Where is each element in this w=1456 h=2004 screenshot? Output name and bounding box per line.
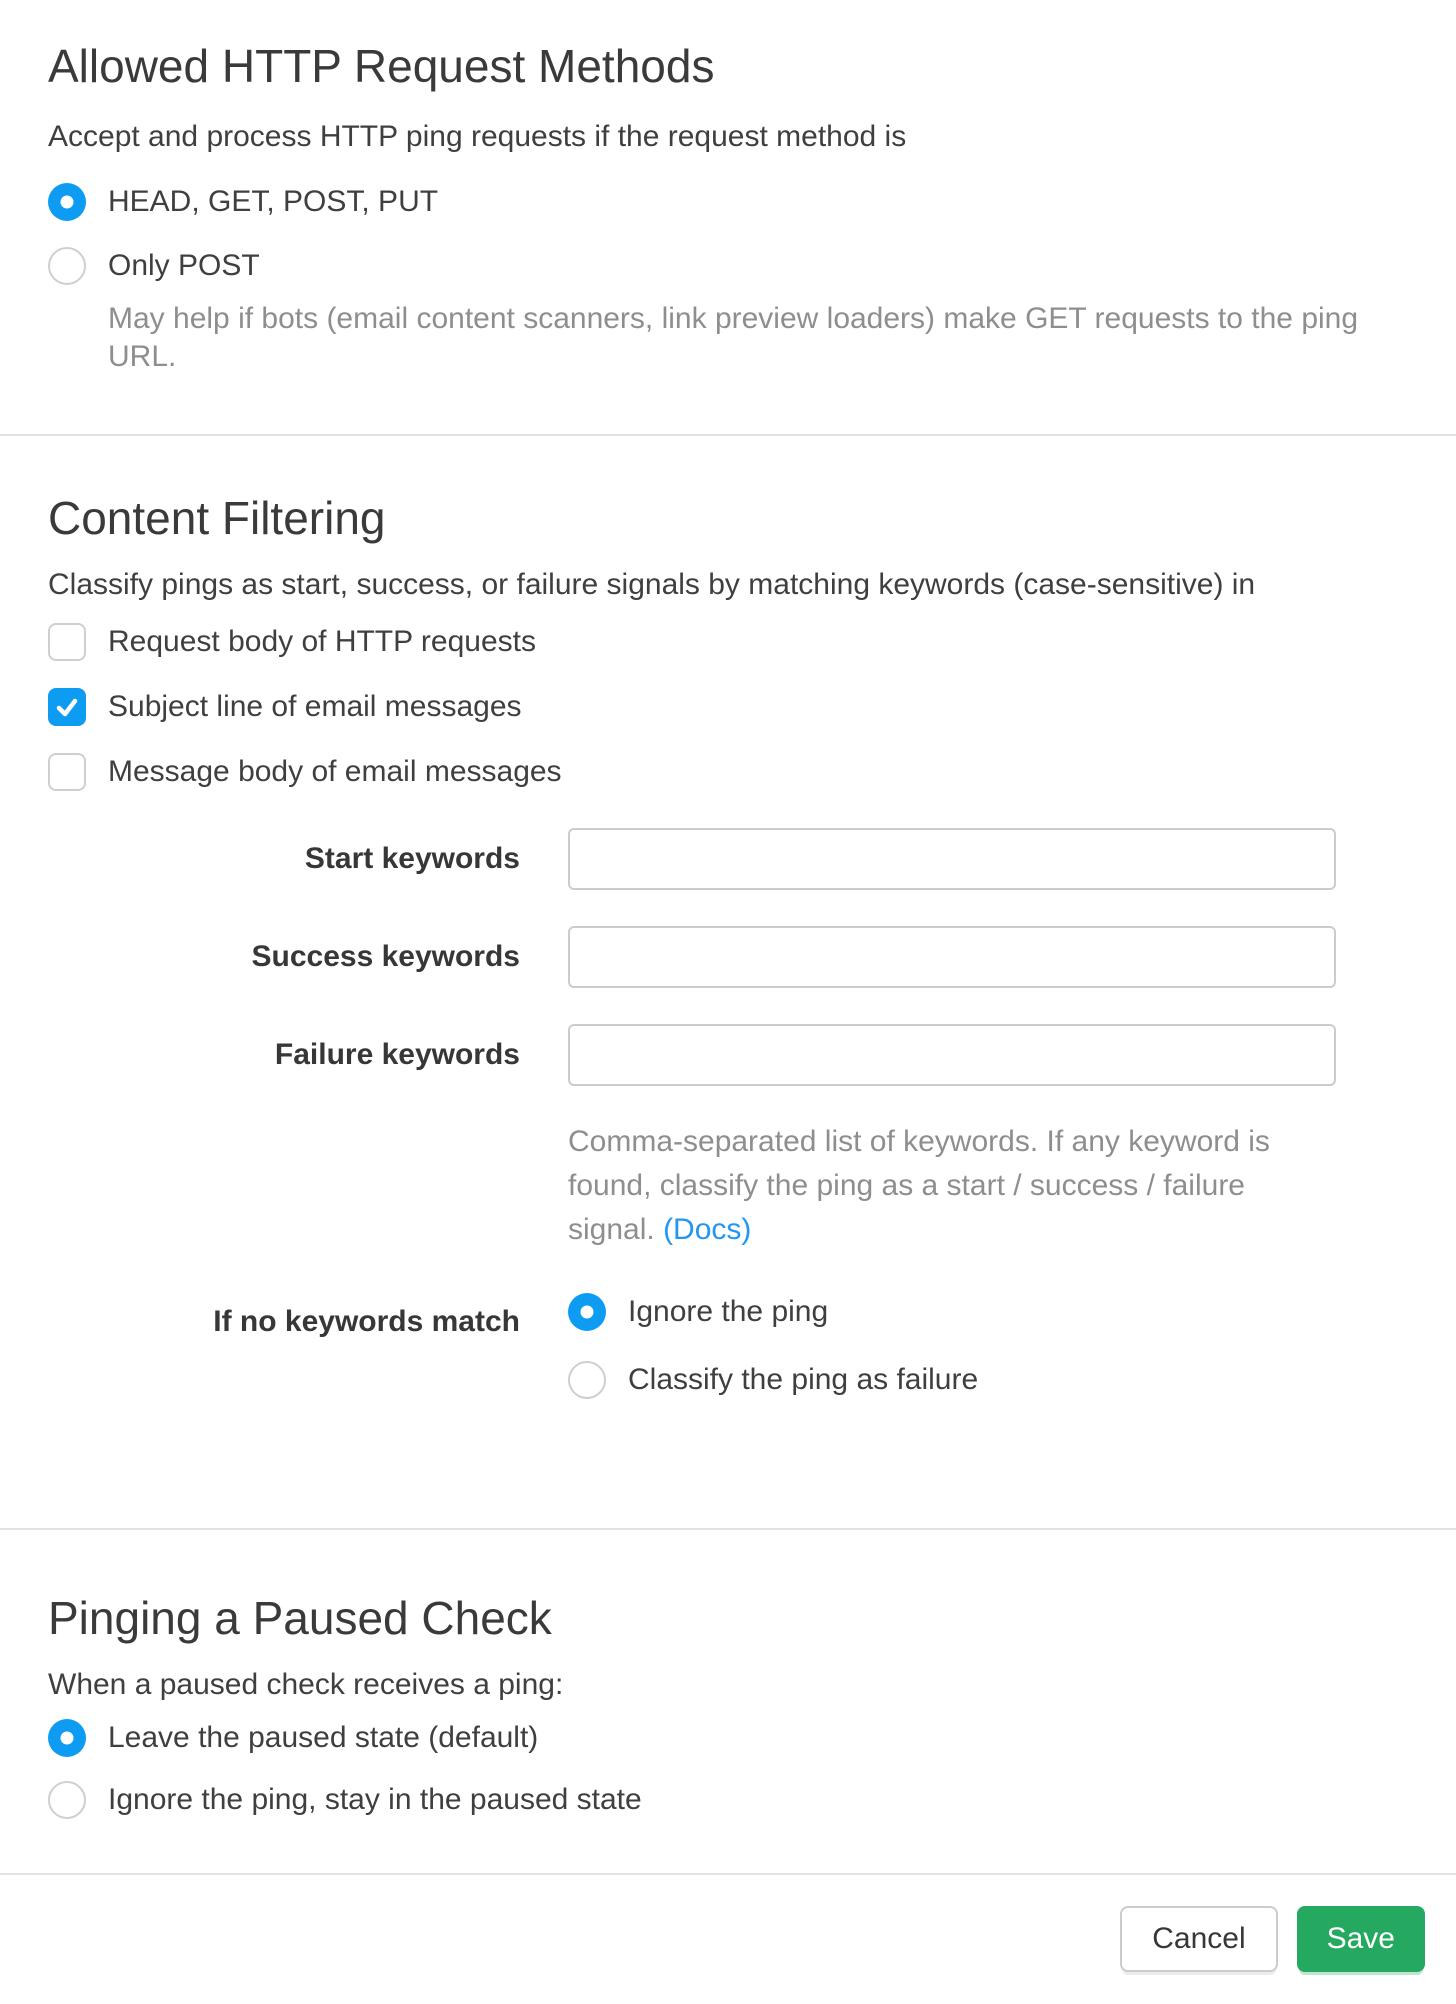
section-title-paused: Pinging a Paused Check xyxy=(48,1592,552,1644)
radio-label[interactable]: Classify the ping as failure xyxy=(628,1363,979,1396)
radio-label[interactable]: HEAD, GET, POST, PUT xyxy=(108,185,439,218)
failure-keywords-input[interactable] xyxy=(568,1024,1336,1086)
checkbox-option-request-body[interactable] xyxy=(48,622,1408,662)
success-keywords-label: Success keywords xyxy=(251,940,520,973)
check-icon xyxy=(55,695,79,719)
start-keywords-input[interactable] xyxy=(568,828,1336,890)
form-row-failure-keywords xyxy=(48,1024,1408,1086)
radio-option-classify-failure[interactable] xyxy=(568,1360,1336,1400)
only-post-help-text: May help if bots (email content scanners, link preview loaders) make GET requests to the ping URL. xyxy=(108,302,1359,373)
filtering-description: Classify pings as start, success, or failure signals by matching keywords (case-sensitive) in xyxy=(48,568,1256,601)
paused-description: When a paused check receives a ping: xyxy=(48,1668,564,1701)
radio-icon[interactable] xyxy=(48,247,86,285)
checkbox-label[interactable]: Subject line of email messages xyxy=(108,690,522,723)
radio-option-only-post[interactable] xyxy=(48,246,1408,286)
radio-option-ignore-stay-paused[interactable] xyxy=(48,1780,1408,1820)
no-keywords-match-row xyxy=(48,1292,1408,1400)
radio-option-head-get-post-put[interactable] xyxy=(48,182,1408,222)
start-keywords-label: Start keywords xyxy=(304,842,520,875)
radio-icon[interactable] xyxy=(48,1719,86,1757)
radio-label[interactable]: Ignore the ping xyxy=(628,1295,829,1328)
footer-action-bar xyxy=(0,1875,1456,2004)
radio-icon[interactable] xyxy=(568,1293,606,1331)
checkbox-label[interactable]: Message body of email messages xyxy=(108,755,562,788)
radio-icon[interactable] xyxy=(48,183,86,221)
keywords-help-row xyxy=(48,1120,1408,1252)
keywords-help-text xyxy=(568,1120,1336,1252)
section-title-methods: Allowed HTTP Request Methods xyxy=(48,40,715,92)
radio-label[interactable]: Leave the paused state (default) xyxy=(108,1721,539,1754)
checkbox-label[interactable]: Request body of HTTP requests xyxy=(108,625,536,658)
no-keywords-match-options xyxy=(568,1292,1336,1400)
checkbox-option-message-body[interactable] xyxy=(48,752,1408,792)
keywords-help-text-body: Comma-separated list of keywords. If any keyword is found, classify the ping as a start / success / failure signal. xyxy=(568,1125,1270,1246)
radio-option-ignore-ping[interactable] xyxy=(568,1292,1336,1332)
docs-link[interactable]: (Docs) xyxy=(663,1213,752,1246)
save-button[interactable]: Save xyxy=(1297,1906,1425,1972)
section-content-filtering xyxy=(0,436,1456,1528)
form-row-success-keywords xyxy=(48,926,1408,988)
no-keywords-match-label: If no keywords match xyxy=(213,1305,520,1338)
form-row-start-keywords xyxy=(48,828,1408,890)
keywords-form xyxy=(48,828,1408,1400)
radio-icon[interactable] xyxy=(48,1781,86,1819)
radio-icon[interactable] xyxy=(568,1361,606,1399)
cancel-button[interactable]: Cancel xyxy=(1120,1906,1277,1972)
checkbox-icon[interactable] xyxy=(48,753,86,791)
checkbox-icon[interactable] xyxy=(48,623,86,661)
section-title-filtering: Content Filtering xyxy=(48,492,386,544)
section-pinging-paused-check xyxy=(0,1530,1456,1873)
radio-label[interactable]: Only POST xyxy=(108,249,260,282)
radio-label[interactable]: Ignore the ping, stay in the paused state xyxy=(108,1783,642,1816)
methods-description: Accept and process HTTP ping requests if the request method is xyxy=(48,120,907,153)
checkbox-option-subject-line[interactable] xyxy=(48,687,1408,727)
success-keywords-input[interactable] xyxy=(568,926,1336,988)
section-allowed-http-methods xyxy=(0,0,1456,434)
radio-option-leave-paused-state[interactable] xyxy=(48,1718,1408,1758)
failure-keywords-label: Failure keywords xyxy=(274,1038,520,1071)
checkbox-icon[interactable] xyxy=(48,688,86,726)
